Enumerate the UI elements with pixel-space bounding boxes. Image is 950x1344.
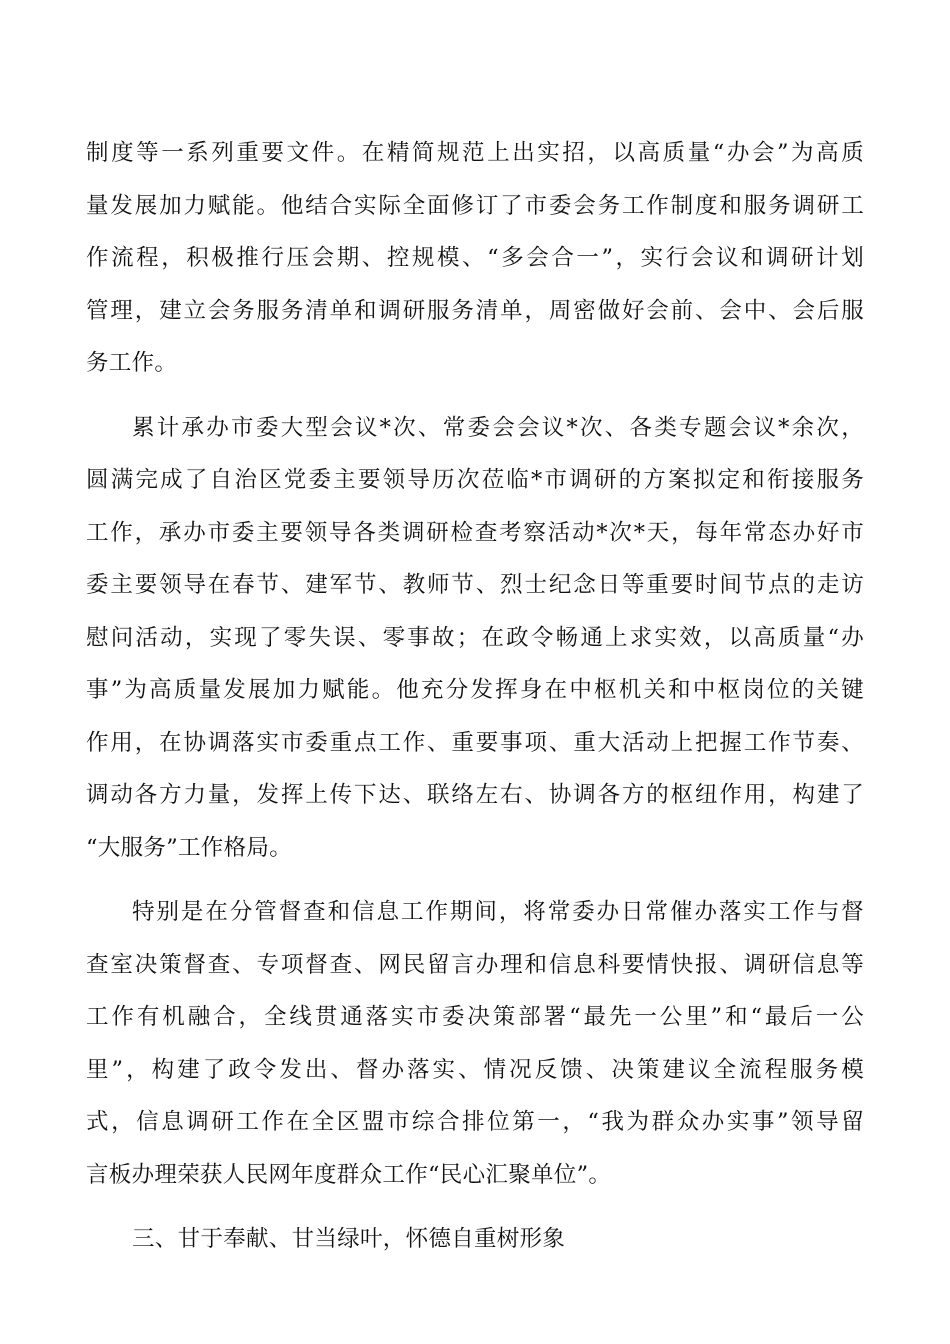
text-line: 管理，建立会务服务清单和调研服务清单，周密做好会前、会中、会后服 (86, 297, 864, 324)
paragraph-meetings-hosted (86, 402, 864, 875)
text-line: 工作有机融合，全线贯通落实市委决策部署“最先一公里”和“最后一公 (86, 1004, 864, 1030)
text-line: 圆满完成了自治区党委主要领导历次莅临*市调研的方案拟定和衔接服务 (86, 467, 864, 493)
section-heading-text: 三、甘于奉献、甘当绿叶，怀德自重树形象 (132, 1226, 566, 1252)
text-line: 量发展加力赋能。他结合实际全面修订了市委会务工作制度和服务调研工 (86, 192, 864, 219)
text-line: 工作，承办市委主要领导各类调研检查考察活动*次*天，每年常态办好市 (86, 519, 864, 546)
text-line: 调动各方力量，发挥上传下达、联络左右、协调各方的枢纽作用，构建了 (86, 782, 864, 808)
text-line: 务工作。 (86, 350, 178, 376)
text-line: “大服务”工作格局。 (86, 834, 293, 861)
text-line: 作用，在协调落实市委重点工作、重要事项、重大活动上把握工作节奏、 (86, 729, 864, 756)
text-line: 言板办理荣获人民网年度群众工作“民心汇聚单位”。 (86, 1161, 612, 1188)
document-body (86, 127, 864, 1278)
text-line: 制度等一系列重要文件。在精简规范上出实招，以高质量“办会”为高质 (86, 140, 864, 166)
text-line: 特别是在分管督查和信息工作期间，将常委办日常催办落实工作与督 (132, 899, 864, 925)
text-line: 委主要领导在春节、建军节、教师节、烈士纪念日等重要时间节点的走访 (86, 572, 864, 598)
text-line: 里”，构建了政令发出、督办落实、情况反馈、决策建议全流程服务模 (86, 1056, 864, 1083)
text-line: 式，信息调研工作在全区盟市综合排位第一，“我为群众办实事”领导留 (86, 1109, 864, 1135)
text-line: 作流程，积极推行压会期、控规模、“多会合一”，实行会议和调研计划 (86, 245, 864, 271)
paragraph-supervision-work (86, 886, 864, 1201)
text-line: 累计承办市委大型会议*次、常委会会议*次、各类专题会议*余次， (132, 414, 864, 441)
text-line: 事”为高质量发展加力赋能。他充分发挥身在中枢机关和中枢岗位的关键 (86, 677, 864, 703)
text-line: 慰问活动，实现了零失误、零事故；在政令畅通上求实效，以高质量“办 (86, 624, 864, 651)
text-line: 查室决策督查、专项督查、网民留言办理和信息科要情快报、调研信息等 (86, 951, 864, 978)
paragraph-meeting-services (86, 127, 864, 390)
section-heading (86, 1213, 864, 1266)
